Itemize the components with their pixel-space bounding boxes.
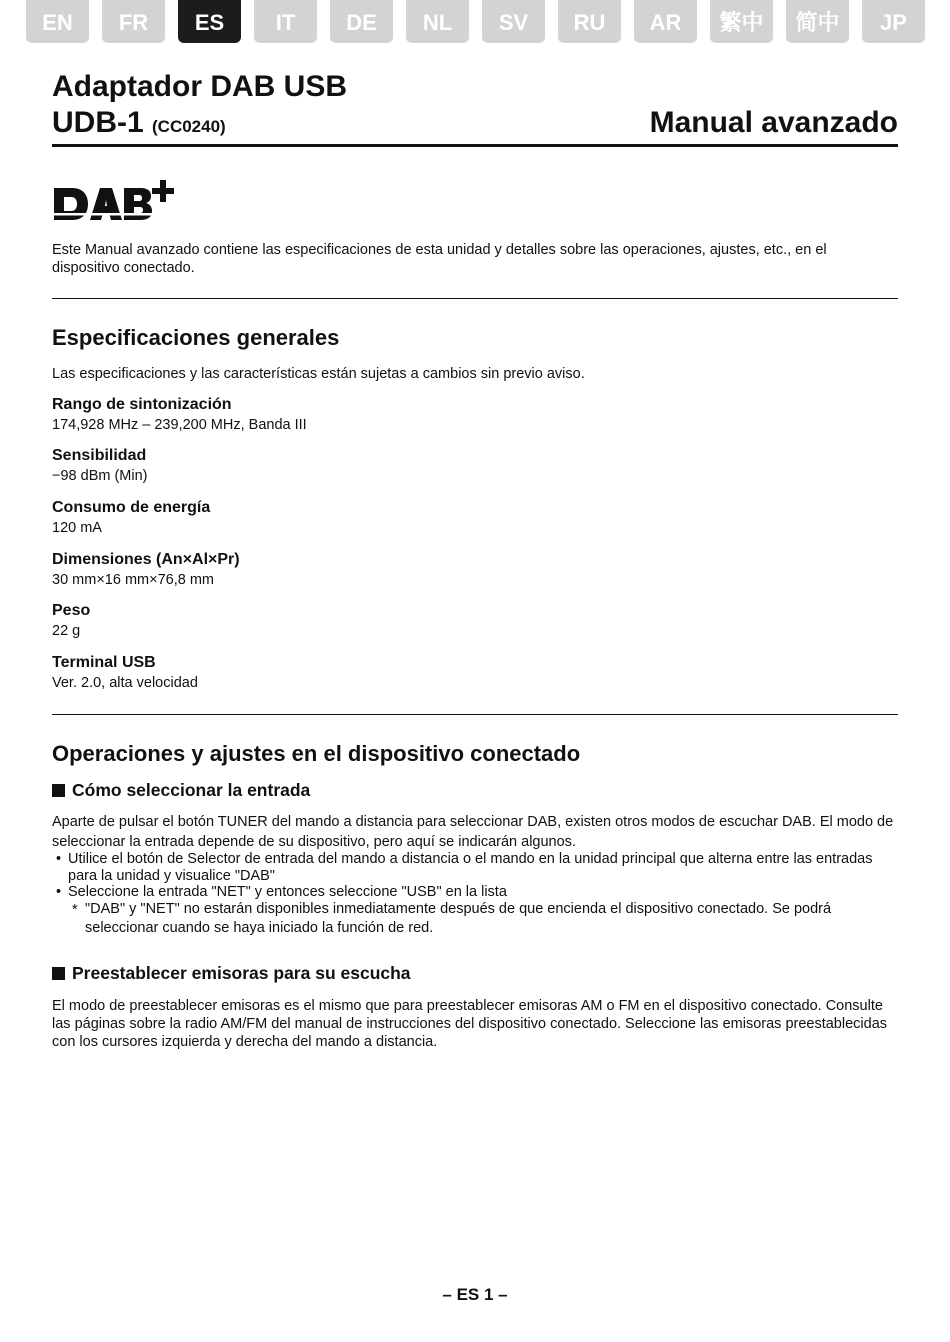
spec-label: Consumo de energía — [52, 499, 211, 516]
square-bullet-icon — [52, 784, 65, 797]
spec-value: Ver. 2.0, alta velocidad — [52, 675, 198, 691]
asterisk-icon: * — [72, 902, 78, 918]
tab-ar[interactable]: AR — [634, 0, 697, 43]
model-title — [52, 106, 226, 140]
dab-plus-logo — [52, 178, 174, 222]
footnote — [70, 900, 898, 938]
tab-de[interactable]: DE — [330, 0, 393, 43]
tab-zh-hant[interactable]: 繁中 — [710, 0, 773, 43]
page-number: – ES 1 – — [442, 1285, 508, 1304]
specs-note: Las especificaciones y las características están sujetas a cambios sin previo aviso. — [52, 366, 585, 382]
footnote-line-1: "DAB" y "NET" no estarán disponibles inmediatamente después de que encienda el dispositivo conectado. Se podrá — [85, 901, 832, 917]
tab-it[interactable]: IT — [254, 0, 317, 43]
tab-jp[interactable]: JP — [862, 0, 925, 43]
tab-ru[interactable]: RU — [558, 0, 621, 43]
tab-sv[interactable]: SV — [482, 0, 545, 43]
tab-en[interactable]: EN — [26, 0, 89, 43]
language-tab-bar — [26, 0, 926, 43]
tab-zh-hans[interactable]: 简中 — [786, 0, 849, 43]
operations-heading: Operaciones y ajustes en el dispositivo conectado — [52, 741, 581, 766]
spec-label: Peso — [52, 602, 91, 619]
spec-value: 174,928 MHz – 239,200 MHz, Banda III — [52, 417, 307, 433]
list-item-text: Seleccione la entrada "NET" y entonces seleccione "USB" en la lista — [68, 884, 507, 900]
section-divider — [52, 714, 898, 715]
manual-type: Manual avanzado — [649, 106, 898, 139]
select-input-line-2: seleccionar la entrada depende de su dispositivo, pero aquí se indicarán algunos. — [52, 834, 576, 850]
list-item-text: Utilice el botón de Selector de entrada del mando a distancia o el mando en la unidad principal que alterna entre las entradas para la unidad y visualice "DAB" — [68, 851, 873, 884]
specs-heading: Especificaciones generales — [52, 325, 340, 350]
footnote-line-2: seleccionar cuando se haya iniciado la función de red. — [85, 920, 434, 936]
header-divider — [52, 144, 898, 147]
spec-label: Sensibilidad — [52, 447, 147, 464]
spec-value: 120 mA — [52, 520, 102, 536]
preset-text: El modo de preestablecer emisoras es el mismo que para preestablecer emisoras AM o FM en el dispositivo conectado. Consulte las páginas sobre la radio AM/FM del manual de instrucciones del dispositivo conectado. Seleccione las emisoras preestablecidas con los cursores izquierda y derecha del mando a distancia. — [52, 998, 888, 1050]
tab-es[interactable]: ES — [178, 0, 241, 43]
spec-value: −98 dBm (Min) — [52, 468, 148, 484]
select-input-heading — [52, 780, 310, 801]
bullet-icon: • — [56, 884, 62, 900]
preset-heading — [52, 963, 411, 984]
preset-heading-text: Preestablecer emisoras para su escucha — [72, 963, 411, 983]
spec-value: 22 g — [52, 623, 81, 639]
intro-text: Este Manual avanzado contiene las especificaciones de esta unidad y detalles sobre las operaciones, ajustes, etc., en el dispositivo conectado. — [52, 242, 827, 276]
bullet-icon: • — [56, 851, 62, 867]
model-name: UDB-1 — [52, 106, 144, 139]
tab-nl[interactable]: NL — [406, 0, 469, 43]
spec-label: Dimensiones (An×Al×Pr) — [52, 551, 240, 568]
list-item — [52, 851, 898, 885]
list-item — [52, 884, 898, 901]
select-input-heading-text: Cómo seleccionar la entrada — [72, 780, 311, 800]
section-divider — [52, 298, 898, 299]
product-title: Adaptador DAB USB — [52, 70, 348, 103]
spec-label: Terminal USB — [52, 654, 156, 671]
select-input-line-1: Aparte de pulsar el botón TUNER del mando a distancia para seleccionar DAB, existen otros modos de escuchar DAB. El modo de — [52, 814, 894, 830]
tab-fr[interactable]: FR — [102, 0, 165, 43]
square-bullet-icon — [52, 967, 65, 980]
spec-value: 30 mm×16 mm×76,8 mm — [52, 572, 214, 588]
spec-label: Rango de sintonización — [52, 396, 232, 413]
model-code: (CC0240) — [152, 117, 226, 136]
